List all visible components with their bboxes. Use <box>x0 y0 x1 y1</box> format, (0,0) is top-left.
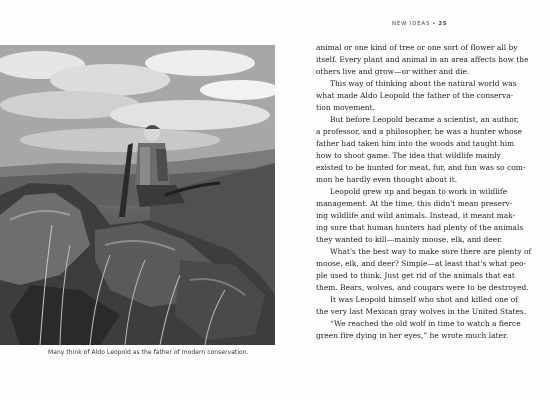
photo-aldo-leopold <box>0 45 275 345</box>
body-text-line: the very last Mexican gray wolves in the United States. <box>316 307 527 316</box>
body-text-line: This way of thinking about the natural world was <box>330 79 517 88</box>
body-text-line: how to shoot game. The idea that wildlife mainly <box>316 151 501 160</box>
body-text-line: ing wildlife and wild animals. Instead, it meant mak- <box>316 211 516 220</box>
body-text-line: ing sure that human hunters had plenty of the animals <box>316 223 524 232</box>
running-head-separator: • <box>432 21 437 27</box>
body-text-line: existed to be hunted for meat, fur, and fun was so com- <box>316 163 526 172</box>
body-text-line: It was Leopold himself who shot and killed one of <box>330 295 518 304</box>
body-text-line: ple used to think. Just get rid of the animals that eat <box>316 271 515 280</box>
body-text-line: itself. Every plant and animal in an area affects how the <box>316 55 529 64</box>
body-text-line: father had taken him into the woods and taught him <box>316 139 515 148</box>
photo-caption: Many think of Aldo Leopold as the father of modern conservation. <box>48 349 249 356</box>
body-text-line: others live and grow—or wither and die. <box>316 67 470 76</box>
body-text-line: Leopold grew up and began to work in wildlife <box>330 187 508 196</box>
body-text-line: animal or one kind of tree or one sort of flower all by <box>316 43 518 52</box>
body-text-line: moose, elk, and deer? Simple—at least that's what peo- <box>316 259 527 268</box>
body-text-line: green fire dying in her eyes,” he wrote much later. <box>316 331 509 340</box>
body-text-line: tion movement. <box>316 103 376 112</box>
body-text-line: What's the best way to make sure there are plenty of <box>330 247 532 256</box>
body-text-line: they wanted to kill—mainly moose, elk, and deer. <box>316 235 503 244</box>
running-head <box>392 21 452 27</box>
body-text-line: what made Aldo Leopold the father of the conserva- <box>316 91 514 100</box>
body-text-line: management. At the time, this didn't mean preserv- <box>316 199 513 208</box>
body-text-line: mon he hardly even thought about it. <box>316 175 458 184</box>
page-number: 25 <box>438 21 448 27</box>
body-text-line: a professor, and a philosopher, he was a hunter whose <box>316 127 522 136</box>
body-text <box>316 42 532 342</box>
running-head-title: NEW IDEAS <box>392 21 431 27</box>
body-text-line: “We reached the old wolf in time to watch a fierce <box>330 319 521 328</box>
body-text-line: them. Bears, wolves, and cougars were to be destroyed. <box>316 283 529 292</box>
body-text-line: But before Leopold became a scientist, an author, <box>330 115 519 124</box>
photo-of-aldo-leopold-on-rocks-icon <box>0 45 275 345</box>
